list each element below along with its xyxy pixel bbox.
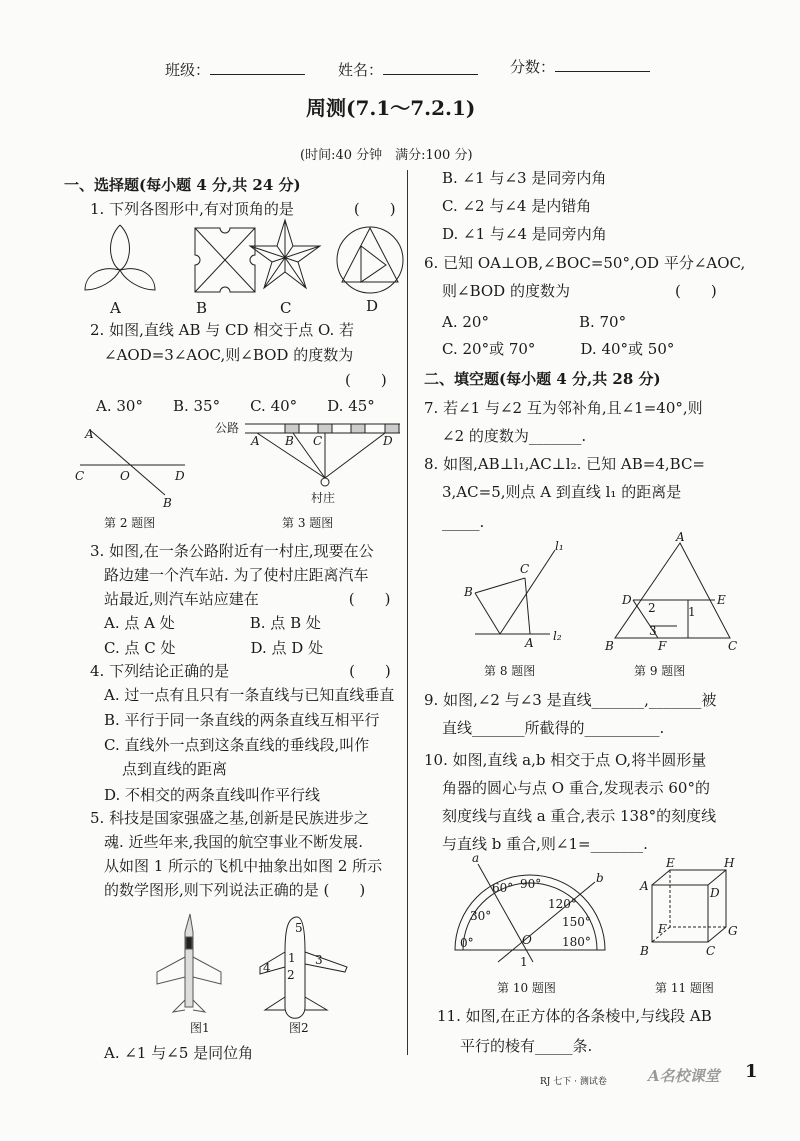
- svg-text:D: D: [175, 469, 185, 483]
- brand-logo: A名校课堂: [648, 1067, 720, 1085]
- q9-caption: 第 9 题图: [634, 664, 686, 678]
- q8-figure: [455, 539, 565, 650]
- left-line: 从如图 1 所示的飞机中抽象出如图 2 所示: [104, 857, 383, 875]
- name-field[interactable]: [338, 60, 478, 80]
- left-line: D. 不相交的两条直线叫作平行线: [104, 786, 321, 804]
- left-line: A. 30° B. 35° C. 40° D. 45°: [96, 397, 375, 415]
- page-number: 1: [745, 1061, 758, 1082]
- left-line: 魂. 近些年来,我国的航空事业不断发展.: [104, 833, 364, 851]
- right-line: 平行的棱有_____条.: [460, 1037, 593, 1055]
- tick-60: 60°: [492, 881, 514, 895]
- left-line: 一、选择题(每小题 4 分,共 24 分): [64, 176, 301, 194]
- svg-text:C: C: [706, 944, 716, 958]
- fig2-caption: 图2: [289, 1021, 309, 1035]
- svg-text:G: G: [728, 924, 738, 938]
- svg-text:l₁: l₁: [555, 539, 564, 553]
- right-line: 11. 如图,在正方体的各条棱中,与线段 AB: [437, 1007, 712, 1025]
- svg-text:D: D: [710, 886, 720, 900]
- svg-text:O: O: [522, 933, 532, 947]
- svg-text:a: a: [472, 851, 480, 865]
- q10-protractor: [450, 851, 610, 969]
- footer-series: RJ 七下 · 测试卷: [540, 1077, 607, 1087]
- svg-text:A: A: [640, 879, 649, 893]
- left-line: 1. 下列各图形中,有对顶角的是 ( ): [90, 200, 396, 218]
- svg-text:B: B: [285, 434, 294, 448]
- right-line: C. 20°或 70° D. 40°或 50°: [442, 340, 675, 358]
- left-line: 2. 如图,直线 AB 与 CD 相交于点 O. 若: [90, 321, 355, 339]
- score-label: 分数：: [510, 58, 556, 76]
- q2-figure: [75, 425, 195, 510]
- left-line: A. ∠1 与∠5 是同位角: [104, 1044, 254, 1062]
- q3-figure: [215, 420, 405, 510]
- svg-text:A: A: [251, 434, 260, 448]
- svg-text:C: C: [728, 639, 738, 653]
- left-line: ∠AOD=3∠AOC,则∠BOD 的度数为: [104, 346, 354, 364]
- q9-figure: [600, 530, 740, 653]
- q1-label-c: C: [280, 299, 292, 317]
- page-title: 周测(7.1～7.2.1): [306, 96, 476, 120]
- right-line: 10. 如图,直线 a,b 相交于点 O,将半圆形量: [424, 751, 707, 769]
- tick-120: 120°: [548, 897, 577, 911]
- tick-0: 0°: [460, 936, 474, 950]
- svg-text:2: 2: [287, 968, 295, 982]
- svg-text:2: 2: [648, 601, 656, 615]
- svg-text:A: A: [676, 530, 685, 544]
- svg-text:C: C: [520, 562, 530, 576]
- svg-text:4: 4: [263, 961, 271, 975]
- left-line: 3. 如图,在一条公路附近有一村庄,现要在公: [90, 542, 374, 560]
- right-line: 9. 如图,∠2 与∠3 是直线_______,_______被: [424, 691, 717, 709]
- right-line: C. ∠2 与∠4 是内错角: [442, 197, 592, 215]
- right-line: 二、填空题(每小题 4 分,共 28 分): [424, 370, 661, 388]
- left-line: 路边建一个汽车站. 为了使村庄距离汽车: [104, 566, 369, 584]
- svg-text:C: C: [75, 469, 85, 483]
- q5-planes: [155, 912, 355, 1022]
- svg-text:1: 1: [520, 955, 528, 969]
- road-label: 公路: [215, 421, 240, 435]
- q8-caption: 第 8 题图: [484, 664, 536, 678]
- svg-text:3: 3: [649, 624, 657, 638]
- svg-text:O: O: [120, 469, 130, 483]
- svg-text:B: B: [640, 944, 649, 958]
- score-field[interactable]: [510, 57, 650, 77]
- svg-text:b: b: [596, 871, 604, 885]
- left-line: 4. 下列结论正确的是 ( ): [90, 662, 391, 680]
- left-line: A. 过一点有且只有一条直线与已知直线垂直: [104, 686, 395, 704]
- svg-text:C: C: [313, 434, 323, 448]
- right-line: 直线_______所截得的__________.: [442, 719, 665, 737]
- right-line: _____.: [442, 513, 485, 531]
- right-line: 刻度线与直线 a 重合,表示 138°的刻度线: [442, 807, 717, 825]
- tick-180: 180°: [562, 935, 591, 949]
- class-field[interactable]: [165, 60, 305, 80]
- right-line: A. 20° B. 70°: [442, 313, 627, 331]
- right-line: 8. 如图,AB⊥l₁,AC⊥l₂. 已知 AB=4,BC=: [424, 455, 706, 473]
- right-line: 6. 已知 OA⊥OB,∠BOC=50°,OD 平分∠AOC,: [424, 254, 746, 272]
- q11-cube: [640, 856, 755, 965]
- subtitle: (时间:40 分钟 满分:100 分): [300, 148, 473, 163]
- left-line: 的数学图形,则下列说法正确的是 ( ): [104, 881, 366, 899]
- q3-caption: 第 3 题图: [282, 516, 334, 530]
- column-divider: [407, 170, 408, 1055]
- right-line: B. ∠1 与∠3 是同旁内角: [442, 169, 607, 187]
- svg-text:B: B: [163, 496, 172, 510]
- right-line: ∠2 的度数为_______.: [442, 427, 587, 445]
- left-line: C. 点 C 处 D. 点 D 处: [104, 639, 324, 657]
- left-line: 5. 科技是国家强盛之基,创新是民族进步之: [90, 809, 369, 827]
- q1-label-a: A: [110, 299, 121, 317]
- svg-text:A: A: [85, 427, 94, 441]
- svg-text:3: 3: [315, 953, 323, 967]
- q1-label-b: B: [196, 299, 208, 317]
- right-line: 与直线 b 重合,则∠1=_______.: [442, 835, 648, 853]
- svg-text:E: E: [666, 856, 675, 870]
- svg-text:F: F: [658, 639, 667, 653]
- svg-text:D: D: [383, 434, 393, 448]
- svg-text:A: A: [525, 636, 534, 650]
- svg-text:F: F: [658, 922, 667, 936]
- svg-text:H: H: [724, 856, 735, 870]
- right-line: D. ∠1 与∠4 是同旁内角: [442, 225, 607, 243]
- svg-text:B: B: [464, 585, 473, 599]
- left-line: 点到直线的距离: [122, 760, 228, 778]
- right-line: 7. 若∠1 与∠2 互为邻补角,且∠1=40°,则: [424, 399, 703, 417]
- svg-text:5: 5: [295, 921, 303, 935]
- left-line: B. 平行于同一条直线的两条直线互相平行: [104, 711, 380, 729]
- q2-caption: 第 2 题图: [104, 516, 156, 530]
- village-label: 村庄: [311, 491, 336, 505]
- svg-text:1: 1: [688, 605, 696, 619]
- left-line: ( ): [345, 371, 387, 389]
- tick-90: 90°: [520, 877, 542, 891]
- q1-figures: [80, 220, 390, 300]
- name-label: 姓名：: [338, 61, 384, 79]
- svg-text:E: E: [717, 593, 726, 607]
- q11-caption: 第 11 题图: [655, 981, 714, 995]
- right-line: 3,AC=5,则点 A 到直线 l₁ 的距离是: [442, 483, 682, 501]
- fig1-caption: 图1: [190, 1021, 210, 1035]
- left-line: C. 直线外一点到这条直线的垂线段,叫作: [104, 736, 370, 754]
- tick-150: 150°: [562, 915, 591, 929]
- right-line: 角器的圆心与点 O 重合,发现表示 60°的: [442, 779, 710, 797]
- left-line: 站最近,则汽车站应建在 ( ): [104, 590, 391, 608]
- left-line: A. 点 A 处 B. 点 B 处: [104, 614, 321, 632]
- svg-text:l₂: l₂: [553, 629, 562, 643]
- q1-label-d: D: [366, 297, 379, 315]
- q10-caption: 第 10 题图: [497, 981, 556, 995]
- svg-text:B: B: [605, 639, 614, 653]
- svg-text:1: 1: [288, 951, 296, 965]
- svg-text:D: D: [622, 593, 632, 607]
- class-label: 班级：: [165, 61, 211, 79]
- tick-30: 30°: [470, 909, 492, 923]
- right-line: 则∠BOD 的度数为 ( ): [442, 282, 717, 300]
